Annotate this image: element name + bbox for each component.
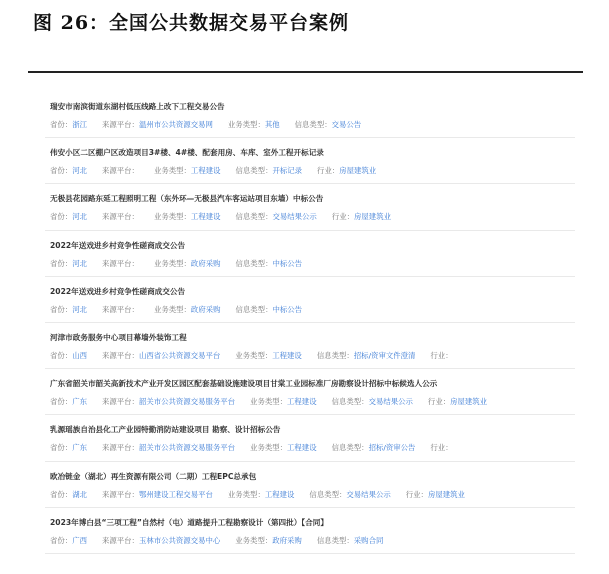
- meta-info-label: 信息类型：: [294, 120, 332, 129]
- meta-province: [50, 165, 87, 176]
- meta-province-label: 省份：: [50, 535, 73, 545]
- meta-biz: [235, 535, 302, 546]
- item-meta: [50, 165, 376, 176]
- meta-info: [332, 442, 416, 453]
- meta-biz-label: 业务类型：: [153, 258, 191, 268]
- meta-industry-label: 行业：: [427, 397, 451, 407]
- meta-biz-label: 业务类型：: [153, 166, 191, 176]
- meta-source-value[interactable]: 温州市公共资源交易网: [138, 120, 213, 129]
- item-title-link[interactable]: 河津市政务服务中心项目幕墙外装饰工程: [50, 332, 187, 342]
- meta-biz: [235, 350, 302, 361]
- meta-source-label: 来源平台：: [101, 120, 139, 129]
- meta-biz-label: 业务类型：: [235, 535, 273, 545]
- meta-source: [102, 535, 220, 546]
- list-item: [45, 138, 575, 184]
- meta-source-value[interactable]: 韶关市公共资源交易服务平台: [138, 443, 236, 453]
- meta-info: [236, 258, 303, 269]
- meta-biz-value[interactable]: 工程建设: [190, 212, 221, 222]
- meta-source-label: 来源平台：: [101, 304, 139, 314]
- meta-source: [102, 396, 235, 407]
- tender-list: [45, 92, 575, 554]
- list-item: [45, 92, 575, 138]
- meta-info-label: 信息类型：: [309, 489, 347, 499]
- meta-source: [102, 489, 213, 500]
- meta-industry-value[interactable]: 房屋建筑业: [339, 166, 377, 176]
- meta-info-label: 信息类型：: [235, 212, 273, 222]
- meta-info-value[interactable]: 交易结果公示: [346, 489, 391, 499]
- meta-info-label: 信息类型：: [331, 443, 369, 453]
- meta-province-label: 省份：: [50, 489, 73, 499]
- item-title-link[interactable]: 瑞安市南滨街道东湖村低压线路上改下工程交易公告: [50, 102, 225, 111]
- meta-province: [50, 304, 87, 315]
- meta-biz: [250, 442, 317, 453]
- meta-source: [102, 258, 139, 269]
- meta-biz-value[interactable]: 工程建设: [272, 350, 302, 360]
- item-title-link[interactable]: 欧冶链金（湖北）再生资源有限公司（二期）工程EPC总承包: [50, 471, 257, 481]
- meta-info-value[interactable]: 中标公告: [272, 304, 303, 314]
- meta-biz-label: 业务类型：: [235, 350, 273, 360]
- meta-province-value[interactable]: 广东: [72, 443, 87, 453]
- item-title-link[interactable]: 2023年博白县“三项工程”自然村（屯）道路提升工程勘察设计（第四批）【合同】: [50, 517, 328, 527]
- meta-info: [295, 119, 362, 130]
- meta-info-label: 信息类型：: [235, 304, 273, 314]
- meta-province-value[interactable]: 山西: [72, 350, 87, 360]
- meta-province-label: 省份：: [50, 350, 73, 360]
- meta-industry-label: 行业：: [430, 350, 453, 360]
- meta-biz-value[interactable]: 工程建设: [287, 443, 317, 453]
- item-meta: [50, 442, 453, 453]
- meta-industry-label: 行业：: [430, 443, 453, 453]
- meta-info-label: 信息类型：: [235, 258, 273, 268]
- meta-info-value[interactable]: 交易公告: [331, 120, 362, 129]
- meta-industry-label: 行业：: [317, 166, 340, 176]
- item-title-link[interactable]: 乳源瑶族自治县化工产业园特勤消防站建设项目 勘察、设计招标公告: [50, 425, 281, 435]
- title-divider: [28, 71, 583, 73]
- item-title-link[interactable]: 2022年送戏进乡村竞争性磋商成交公告: [50, 240, 186, 250]
- item-meta: [50, 489, 465, 500]
- meta-source: [102, 442, 235, 453]
- meta-industry: [317, 165, 376, 176]
- meta-biz: [154, 304, 221, 315]
- list-item: [45, 369, 575, 415]
- meta-info-label: 信息类型：: [235, 166, 273, 176]
- meta-info-value[interactable]: 中标公告: [272, 258, 303, 268]
- meta-industry: [332, 211, 391, 222]
- meta-biz-label: 业务类型：: [250, 443, 288, 453]
- meta-biz: [228, 119, 280, 130]
- meta-source-label: 来源平台：: [101, 489, 139, 499]
- item-meta: [50, 535, 398, 546]
- meta-province-value[interactable]: 广东: [72, 397, 87, 407]
- meta-info-value[interactable]: 招标/资审文件澄清: [353, 350, 416, 360]
- meta-info: [236, 304, 303, 315]
- meta-province-label: 省份：: [50, 397, 73, 407]
- meta-province-value[interactable]: 河北: [72, 304, 87, 314]
- list-item: [45, 184, 575, 230]
- meta-source-label: 来源平台：: [101, 350, 139, 360]
- meta-source-label: 来源平台：: [101, 397, 139, 407]
- meta-industry: [428, 396, 487, 407]
- item-title-link[interactable]: 伟安小区二区棚户区改造项目3#楼、4#楼、配套用房、车库、室外工程开标记录: [50, 148, 324, 158]
- meta-province-label: 省份：: [50, 212, 73, 222]
- meta-province: [50, 489, 87, 500]
- meta-source-label: 来源平台：: [101, 166, 139, 176]
- meta-industry: [430, 350, 452, 361]
- meta-info: [317, 535, 384, 546]
- meta-info-value[interactable]: 开标记录: [272, 166, 303, 176]
- list-item: [45, 508, 575, 554]
- item-meta: [50, 211, 391, 222]
- meta-biz-value[interactable]: 工程建设: [190, 166, 221, 176]
- meta-industry-label: 行业：: [405, 489, 428, 499]
- meta-info: [332, 396, 413, 407]
- item-meta: [50, 119, 376, 130]
- meta-source-value[interactable]: 韶关市公共资源交易服务平台: [138, 397, 236, 407]
- meta-province: [50, 119, 87, 130]
- meta-biz: [154, 211, 221, 222]
- meta-source-value[interactable]: 鄂州建设工程交易平台: [138, 489, 213, 499]
- meta-province-value[interactable]: 河北: [72, 258, 87, 268]
- meta-industry: [406, 489, 465, 500]
- meta-industry-value[interactable]: 房屋建筑业: [427, 489, 465, 499]
- meta-source-label: 来源平台：: [101, 212, 139, 222]
- list-item: [45, 323, 575, 369]
- meta-source-label: 来源平台：: [101, 258, 139, 268]
- meta-source-label: 来源平台：: [101, 535, 139, 545]
- meta-biz-value[interactable]: 政府采购: [190, 258, 221, 268]
- meta-info: [309, 489, 390, 500]
- meta-province-value[interactable]: 河北: [72, 166, 87, 176]
- meta-province-label: 省份：: [50, 443, 73, 453]
- meta-province-value[interactable]: 浙江: [72, 120, 87, 129]
- meta-info: [236, 211, 317, 222]
- meta-province-label: 省份：: [50, 120, 73, 129]
- list-item: [45, 277, 575, 323]
- meta-biz: [154, 258, 221, 269]
- meta-biz-label: 业务类型：: [227, 120, 265, 129]
- meta-biz-value[interactable]: 工程建设: [264, 489, 295, 499]
- meta-biz: [228, 489, 295, 500]
- meta-info-value[interactable]: 交易结果公示: [272, 212, 317, 222]
- meta-industry-value[interactable]: 房屋建筑业: [450, 397, 488, 407]
- meta-info: [236, 165, 303, 176]
- meta-province-label: 省份：: [50, 304, 73, 314]
- meta-industry: [430, 442, 452, 453]
- meta-biz-label: 业务类型：: [153, 304, 191, 314]
- meta-info-label: 信息类型：: [316, 350, 354, 360]
- meta-source: [102, 211, 139, 222]
- meta-source: [102, 350, 220, 361]
- item-title-link[interactable]: 2022年送戏进乡村竞争性磋商成交公告: [50, 286, 186, 296]
- meta-biz: [250, 396, 317, 407]
- meta-source: [102, 165, 139, 176]
- meta-info-label: 信息类型：: [316, 535, 354, 545]
- item-meta: [50, 304, 317, 315]
- meta-info-value[interactable]: 招标/资审公告: [368, 443, 416, 453]
- meta-biz-value[interactable]: 其他: [264, 120, 280, 129]
- meta-province: [50, 211, 87, 222]
- meta-source-value[interactable]: 玉林市公共资源交易中心: [138, 535, 221, 545]
- list-item: [45, 231, 575, 277]
- meta-province: [50, 442, 87, 453]
- meta-info-label: 信息类型：: [331, 397, 369, 407]
- meta-province: [50, 258, 87, 269]
- meta-province-value[interactable]: 广西: [72, 535, 87, 545]
- meta-source-label: 来源平台：: [101, 443, 139, 453]
- meta-info-value[interactable]: 交易结果公示: [368, 397, 413, 407]
- meta-province-value[interactable]: 湖北: [72, 489, 87, 499]
- meta-info-value[interactable]: 采购合同: [353, 535, 384, 545]
- list-item: [45, 415, 575, 461]
- list-item: [45, 462, 575, 508]
- meta-source-value[interactable]: 山西省公共资源交易平台: [138, 350, 221, 360]
- meta-biz-label: 业务类型：: [153, 212, 191, 222]
- meta-biz-label: 业务类型：: [227, 489, 265, 499]
- item-title-link[interactable]: 广东省韶关市韶关高新技术产业开发区园区配套基础设施建设项目甘棠工业园标准厂房勘察设计招标中标候选人公示: [50, 379, 438, 389]
- meta-biz-label: 业务类型：: [250, 397, 288, 407]
- meta-industry-value[interactable]: 房屋建筑业: [354, 212, 391, 222]
- item-meta: [50, 350, 453, 361]
- meta-info: [317, 350, 416, 361]
- meta-biz-value[interactable]: 政府采购: [190, 304, 221, 314]
- meta-industry-label: 行业：: [331, 212, 355, 222]
- meta-province: [50, 350, 87, 361]
- meta-biz-value[interactable]: 政府采购: [272, 535, 302, 545]
- meta-source: [102, 119, 213, 130]
- item-title-link[interactable]: 无极县花园路东延工程照明工程（东外环—无极县汽车客运站项目东墙）中标公告: [50, 194, 324, 204]
- meta-biz: [154, 165, 221, 176]
- meta-province-value[interactable]: 河北: [72, 212, 87, 222]
- meta-province: [50, 535, 87, 546]
- figure-title: 图 26：全国公共数据交易平台案例: [33, 12, 350, 34]
- meta-source: [102, 304, 139, 315]
- meta-province-label: 省份：: [50, 258, 73, 268]
- meta-biz-value[interactable]: 工程建设: [287, 397, 317, 407]
- item-meta: [50, 258, 317, 269]
- item-meta: [50, 396, 487, 407]
- meta-province: [50, 396, 87, 407]
- meta-province-label: 省份：: [50, 166, 73, 176]
